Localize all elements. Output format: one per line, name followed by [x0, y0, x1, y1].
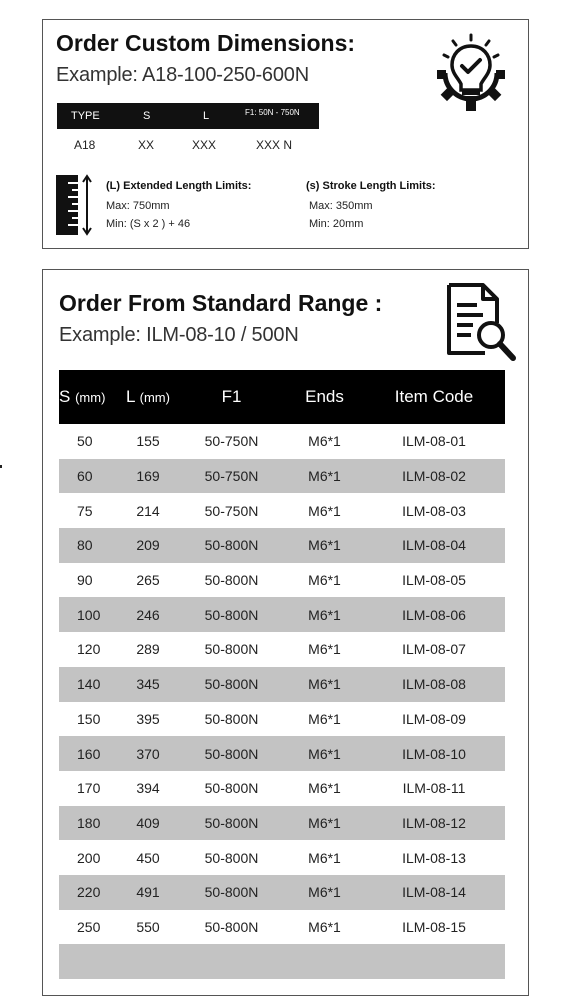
- cell-s: 60: [59, 459, 119, 494]
- col-ends-header: Ends: [286, 370, 363, 424]
- cell-item-code: ILM-08-03: [402, 502, 466, 519]
- cell-ends: M6*1: [286, 806, 363, 841]
- cell-s: 180: [59, 806, 119, 841]
- document-search-icon: [443, 281, 519, 361]
- cell-ends: M6*1: [286, 528, 363, 563]
- cell-s: 220: [59, 875, 119, 910]
- cell-s: 120: [77, 641, 101, 658]
- cell-item-code: ILM-08-08: [363, 667, 505, 702]
- cell-l: 209: [119, 528, 177, 563]
- cell-ends: M6*1: [308, 710, 341, 727]
- table-row: [59, 806, 505, 841]
- table-row: [59, 840, 505, 875]
- cell-f1: 50-800N: [177, 736, 286, 771]
- extended-length-max: Max: 750mm: [106, 200, 170, 212]
- cell-l: 394: [136, 780, 160, 797]
- table-row: [59, 424, 505, 459]
- ruler-icon: [56, 173, 96, 237]
- cell-l: 395: [136, 710, 160, 727]
- cell-f1: 50-800N: [204, 849, 259, 866]
- cell-f1: 50-800N: [204, 641, 259, 658]
- cell-l: 450: [136, 849, 160, 866]
- cell-ends: M6*1: [308, 641, 341, 658]
- cell-item-code: ILM-08-01: [402, 433, 466, 450]
- cell-l: 246: [119, 597, 177, 632]
- cell-item-code: ILM-08-11: [402, 780, 466, 797]
- cell-ends: M6*1: [308, 918, 341, 935]
- cell-l: 409: [119, 806, 177, 841]
- cell-s: 200: [77, 849, 101, 866]
- table-row: [59, 632, 505, 667]
- table-row: [59, 910, 505, 945]
- extended-length-min: Min: (S x 2 ) + 46: [106, 218, 191, 230]
- table-row: [59, 875, 505, 910]
- cell-f1: 50-800N: [204, 780, 259, 797]
- cell-ends: M6*1: [308, 572, 341, 589]
- cell-l: 155: [136, 433, 160, 450]
- cell-f1: 50-800N: [177, 875, 286, 910]
- table-row-blank: [59, 944, 505, 979]
- cell-s: 140: [59, 667, 119, 702]
- standard-range-table: [59, 370, 505, 979]
- cell-ends: M6*1: [286, 597, 363, 632]
- cell-s: 100: [59, 597, 119, 632]
- cell-item-code: ILM-08-06: [363, 597, 505, 632]
- table-row: [59, 597, 505, 632]
- table-header-row: [59, 370, 505, 424]
- table-row: [59, 563, 505, 598]
- stroke-length-min: Min: 20mm: [309, 218, 364, 230]
- custom-example: Example: A18-100-250-600N: [56, 64, 309, 86]
- table-row: [59, 736, 505, 771]
- cell-f1: 50-750N: [204, 433, 259, 450]
- cell-item-code: ILM-08-04: [363, 528, 505, 563]
- dimension-header-bar: [57, 103, 319, 129]
- header-type: TYPE: [71, 110, 100, 122]
- cell-ends: M6*1: [308, 502, 341, 519]
- cell-l: 491: [119, 875, 177, 910]
- cell-l: 214: [136, 502, 160, 519]
- cell-item-code: ILM-08-14: [363, 875, 505, 910]
- value-type: A18: [74, 138, 96, 152]
- cell-item-code: ILM-08-09: [402, 710, 466, 727]
- cell-l: 265: [136, 572, 160, 589]
- standard-range-panel: [42, 269, 529, 996]
- cell-item-code: ILM-08-07: [402, 641, 466, 658]
- cell-s: 80: [59, 528, 119, 563]
- cell-ends: M6*1: [286, 459, 363, 494]
- cell-l: 289: [136, 641, 160, 658]
- stroke-length-max: Max: 350mm: [309, 200, 373, 212]
- standard-example: Example: ILM-08-10 / 500N: [59, 324, 299, 346]
- cell-s: 170: [77, 780, 101, 797]
- cell-f1: 50-800N: [177, 806, 286, 841]
- cell-item-code: ILM-08-10: [363, 736, 505, 771]
- cell-f1: 50-800N: [177, 667, 286, 702]
- cell-ends: M6*1: [286, 667, 363, 702]
- cell-l: 370: [119, 736, 177, 771]
- header-f1: F1: 50N - 750N: [245, 108, 300, 117]
- stroke-length-title: (s) Stroke Length Limits:: [306, 180, 436, 192]
- cell-s: 250: [77, 918, 101, 935]
- cell-f1: 50-800N: [204, 918, 259, 935]
- cell-f1: 50-750N: [204, 502, 259, 519]
- value-f1: XXX N: [256, 138, 293, 152]
- value-s: XX: [138, 138, 155, 152]
- table-row: [59, 459, 505, 494]
- standard-range-title: Order From Standard Range :: [59, 290, 383, 316]
- cell-ends: M6*1: [308, 780, 341, 797]
- table-row: [59, 493, 505, 528]
- col-l-header: L (mm): [119, 370, 177, 424]
- cell-item-code: ILM-08-15: [402, 918, 466, 935]
- cell-item-code: ILM-08-13: [402, 849, 466, 866]
- cell-f1: 50-750N: [177, 459, 286, 494]
- cell-l: 169: [119, 459, 177, 494]
- cell-item-code: ILM-08-02: [363, 459, 505, 494]
- table-row: [59, 702, 505, 737]
- col-f1-header: F1: [177, 370, 286, 424]
- cell-f1: 50-800N: [177, 528, 286, 563]
- cell-s: 150: [77, 710, 101, 727]
- value-l: XXX: [192, 138, 217, 152]
- table-body: [59, 424, 505, 979]
- cell-s: 90: [77, 572, 93, 589]
- cell-l: 345: [119, 667, 177, 702]
- header-l: L: [203, 110, 210, 122]
- cell-l: 550: [136, 918, 160, 935]
- col-s-header: S (mm): [59, 370, 119, 424]
- cell-item-code: ILM-08-05: [402, 572, 466, 589]
- table-row: [59, 771, 505, 806]
- table-row: [59, 528, 505, 563]
- header-s: S: [143, 110, 151, 122]
- cell-ends: M6*1: [286, 875, 363, 910]
- custom-dimensions-title: Order Custom Dimensions:: [56, 30, 356, 56]
- stray-mark: [0, 465, 2, 468]
- col-item-code-header: Item Code: [363, 370, 505, 424]
- cell-item-code: ILM-08-12: [363, 806, 505, 841]
- cell-s: 50: [77, 433, 93, 450]
- cell-f1: 50-800N: [204, 572, 259, 589]
- custom-dimensions-panel: [42, 19, 529, 249]
- cell-ends: M6*1: [308, 849, 341, 866]
- cell-s: 75: [77, 502, 93, 519]
- cell-f1: 50-800N: [177, 597, 286, 632]
- gear-check-bulb-icon: [435, 33, 507, 115]
- table-row: [59, 667, 505, 702]
- blank-cell: [59, 944, 505, 979]
- extended-length-title: (L) Extended Length Limits:: [106, 180, 252, 192]
- cell-f1: 50-800N: [204, 710, 259, 727]
- cell-s: 160: [59, 736, 119, 771]
- cell-ends: M6*1: [286, 736, 363, 771]
- cell-ends: M6*1: [308, 433, 341, 450]
